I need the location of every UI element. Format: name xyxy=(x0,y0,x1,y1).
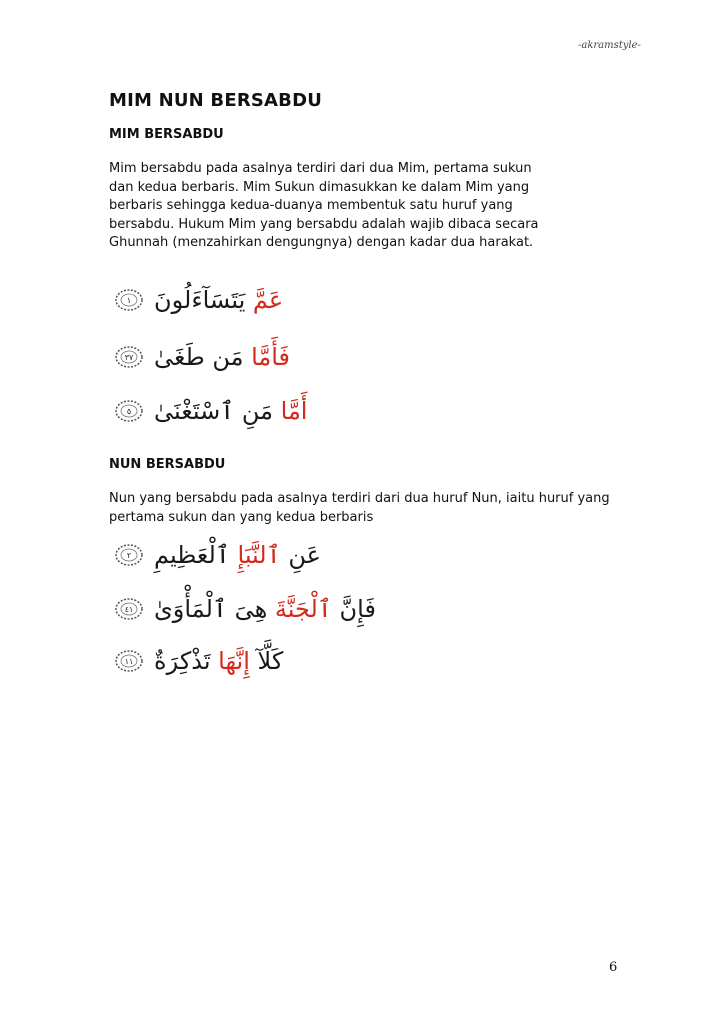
verse-row xyxy=(114,590,376,628)
mim-paragraph xyxy=(109,160,539,253)
section-heading-nun: NUN BERSABDU xyxy=(109,457,226,472)
ayah-marker-icon xyxy=(114,648,144,674)
paragraph-line: Mim bersabdu pada asalnya terdiri dari dua Mim, pertama sukun xyxy=(109,161,532,176)
ayah-marker-icon xyxy=(114,542,144,568)
verse-row xyxy=(114,536,321,574)
ayah-marker-icon xyxy=(114,596,144,622)
page-title: MIM NUN BERSABDU xyxy=(109,90,323,111)
paragraph-line: bersabdu. Hukum Mim yang bersabdu adalah wajib dibaca secara xyxy=(109,216,539,232)
verse-row xyxy=(114,392,307,430)
verse-highlight: إِنَّهَا xyxy=(218,647,250,675)
paragraph-line: dan kedua berbaris. Mim Sukun dimasukkan ke dalam Mim yang xyxy=(109,179,530,195)
ayah-number: ١١ xyxy=(124,656,134,666)
verse-highlight: عَمَّ xyxy=(252,286,284,314)
ayah-marker-icon xyxy=(114,287,144,313)
arabic-verse xyxy=(154,642,283,680)
verse-highlight: ٱلنَّبَإِ xyxy=(237,541,281,569)
verse-row xyxy=(114,338,290,376)
verse-text: مَن طَغَىٰ xyxy=(154,343,244,371)
ayah-marker-icon xyxy=(114,398,144,424)
arabic-verse xyxy=(154,392,307,430)
verse-highlight: ٱلْجَنَّةَ xyxy=(274,595,332,623)
arabic-verse xyxy=(154,536,321,574)
ayah-marker-icon xyxy=(114,344,144,370)
verse-row xyxy=(114,642,283,680)
verse-text: يَتَسَآءَلُونَ xyxy=(154,286,246,314)
paragraph-line: berbaris sehingga kedua-duanya membentuk satu huruf yang xyxy=(109,198,513,213)
paragraph-line: pertama sukun dan yang kedua berbaris xyxy=(109,509,374,525)
verse-row xyxy=(114,281,283,319)
nun-paragraph xyxy=(109,490,610,527)
paragraph-line: Ghunnah (menzahirkan dengungnya) dengan kadar dua harakat. xyxy=(109,235,534,250)
verse-highlight: أَمَّا xyxy=(280,397,308,425)
arabic-verse xyxy=(154,590,376,628)
page-number: 6 xyxy=(609,960,618,975)
verse-text: ٱلْعَظِيمِ xyxy=(154,541,230,569)
ayah-number: ٤١ xyxy=(124,604,134,614)
arabic-verse xyxy=(154,281,283,319)
ayah-number: ٢ xyxy=(126,550,132,560)
verse-text: كَلَّآ xyxy=(257,647,284,675)
verse-text: فَإِنَّ xyxy=(339,595,376,623)
ayah-number: ١ xyxy=(126,295,132,305)
verse-text: مَنِ ٱسْتَغْنَىٰ xyxy=(154,397,273,425)
ayah-number: ٥ xyxy=(126,406,132,416)
verse-text: عَنِ xyxy=(288,541,321,569)
verse-text: تَذْكِرَةٌ xyxy=(154,647,211,675)
section-heading-mim: MIM BERSABDU xyxy=(109,127,224,142)
verse-text: هِىَ ٱلْمَأْوَىٰ xyxy=(154,595,268,623)
watermark-signature: -akramstyle- xyxy=(578,40,641,51)
ayah-number: ٣٧ xyxy=(124,352,134,362)
paragraph-line: Nun yang bersabdu pada asalnya terdiri dari dua huruf Nun, iaitu huruf yang xyxy=(109,491,610,506)
verse-highlight: فَأَمَّا xyxy=(251,343,291,371)
arabic-verse xyxy=(154,338,290,376)
